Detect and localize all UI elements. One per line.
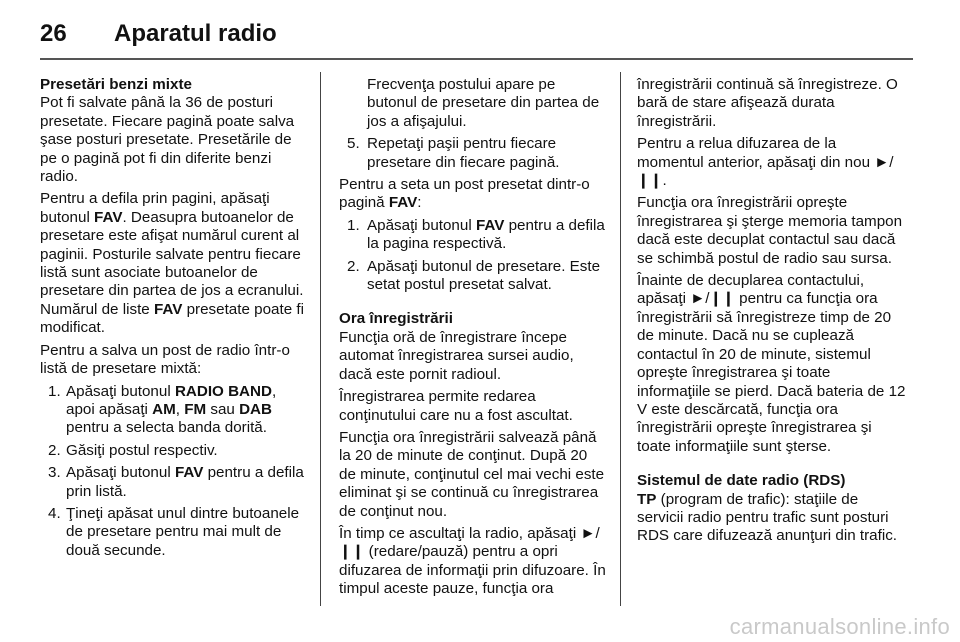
paragraph: Pot fi salvate până la 36 de posturi presetate. Fiecare pagină poate salva şase posturi presetate. Presetările de pe o pagină pot fi din diferite benzi radio. <box>40 94 295 186</box>
paragraph: Pentru a seta un post presetat dintr-o pagină FAV: <box>339 176 590 212</box>
paragraph: Înregistrarea permite redarea conţinutului care nu a fost ascultat. <box>339 388 573 424</box>
column-divider <box>620 72 621 606</box>
section-heading: Presetări benzi mixte <box>40 76 192 93</box>
paragraph: Funcţia oră de înregistrare începe automat înregistrarea sursei audio, dacă este pornit radioul. <box>339 328 574 383</box>
column-divider <box>320 72 321 606</box>
column-1 <box>40 76 308 564</box>
paragraph: Funcţia ora înregistrării opreşte înregistrarea şi şterge memoria tampon dacă este decuplat contactul sau dacă se schimbă postul de radio sau sursa. <box>637 194 903 267</box>
page-title: Aparatul radio <box>114 20 277 47</box>
paragraph: înregistrării continuă să înregistreze. O bară de stare afişează durata înregistrării. <box>637 76 898 130</box>
column-2 <box>339 76 607 603</box>
header-divider <box>40 58 913 60</box>
section-heading: Sistemul de date radio (RDS) <box>637 472 846 490</box>
list-item: 1. Apăsaţi butonul RADIO BAND, apoi apăsaţi AM, FM sau DAB pentru a selecta banda dorită. <box>48 382 277 437</box>
page-number: 26 <box>40 20 67 47</box>
list-item: 2. Găsiţi postul respectiv. <box>48 441 218 459</box>
section-heading: Ora înregistrării <box>339 310 453 328</box>
page-header <box>40 14 913 54</box>
fav-label: FAV <box>94 208 123 226</box>
play-pause-icon: ►/❙❙ <box>637 153 894 190</box>
paragraph: Înainte de decuplarea contactului, apăsaţi ►/❙❙ pentru ca funcţia ora înregistrării să înregistreze timp de 20 de minute. Dacă nu se cuplează contactul în 20 de minute, sistemul opreşte înregistrarea şi toate informaţiile se pierd. Dacă bateria de 12 V este descărcată, funcţia ora înregistrării opreşte înregistrarea şi toate informaţiile sunt şterse. <box>637 272 906 455</box>
paragraph: Pentru a defila prin pagini, apăsaţi butonul FAV. Deasupra butoanelor de presetare este afişat numărul curent al paginii. Posturile salvate pentru fiecare listă sunt asociate butoanelor de presetare din partea de jos a ecranului. Numărul de liste FAV presetate poate fi modificat. <box>40 190 304 337</box>
list-item: 4. Ţineţi apăsat unul dintre butoanele de presetare pentru mai mult de două secunde. <box>48 504 300 559</box>
list-item: 3. Apăsaţi butonul FAV pentru a defila prin listă. <box>48 464 304 500</box>
fav-label: FAV <box>153 300 183 318</box>
paragraph: Pentru a relua difuzarea de la momentul anterior, apăsaţi din nou ►/❙❙. <box>637 135 894 190</box>
play-pause-icon: ►/❙❙ <box>339 524 600 561</box>
list-item-continuation: Frecvenţa postului apare pe butonul de presetare din partea de jos a afişajului. <box>367 76 600 130</box>
paragraph: Pentru a salva un post de radio într-o listă de presetare mixtă: <box>40 341 290 378</box>
paragraph: Funcţia ora înregistrării salvează până la 20 de minute de conţinut. După 20 de minute, conţinutul cel mai vechi este eliminat şi se continuă cu înregistrarea de conţinut nou. <box>339 428 605 520</box>
list-item: 2. Apăsaţi butonul de presetare. Este setat postul presetat salvat. <box>347 257 601 294</box>
list-item: 5. Repetaţi paşii pentru fiecare presetare din fiecare pagină. <box>347 135 560 171</box>
paragraph: În timp ce ascultaţi la radio, apăsaţi ►/❙❙ (redare/pauză) pentru a opri difuzarea de informaţii prin difuzoare. În timpul aceste pauze, funcţia ora <box>339 524 606 598</box>
play-pause-icon: ►/❙❙ <box>690 290 735 308</box>
paragraph: TP (program de trafic): staţiile de servicii radio pentru trafic sunt posturi RDS care difuzează anunţuri din trafic. <box>637 490 898 545</box>
column-3 <box>637 76 907 550</box>
list-item: 1. Apăsaţi butonul FAV pentru a defila la pagina respectivă. <box>347 216 605 253</box>
watermark: carmanualsonline.info <box>729 614 950 639</box>
